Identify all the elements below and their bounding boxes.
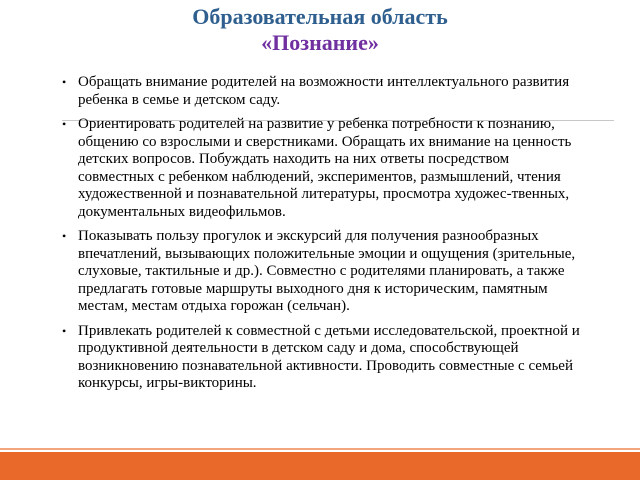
bullet-icon: • [62, 323, 67, 338]
slide-title [0, 4, 640, 56]
bullet-icon: • [62, 229, 67, 243]
list-item-text: Показывать пользу прогулок и экскурсий для получения разнообразных впечатлений, вызывающих положительные эмоции и ощущения (зрительные, слуховые, тактильные и др.). Совместно с родителями планировать, а также предлагать готовые маршруты выходного дня к историческим, памятным местам, местам отдыха горожан (сельчан). [78, 228, 576, 314]
footer-accent-line [0, 448, 640, 450]
title-line-2: «Познание» [261, 30, 379, 55]
list-item [62, 116, 582, 221]
list-item [62, 228, 582, 316]
list-item [62, 323, 582, 393]
bullet-list [62, 74, 582, 400]
list-item [62, 74, 582, 109]
footer-bar [0, 452, 640, 480]
list-item-text: Обращать внимание родителей на возможности интеллектуального развития ребенка в семье и детском саду. [78, 74, 570, 108]
bullet-icon: • [62, 75, 67, 89]
bullet-icon: • [62, 117, 67, 131]
title-line-1: Образовательная область [192, 4, 448, 29]
list-item-text: Ориентировать родителей на развитие у ребенка потребности к познанию, общению со взрослыми и сверстниками. Обращать их внимание на ценность детских вопросов. Побуждать находить на них ответы посредством совместных с ребенком наблюдений, экспериментов, размышлений, чтения художественной и познавательной литературы, просмотра художес-твенных, документальных видеофильмов. [78, 116, 572, 220]
list-item-text: Привлекать родителей к совместной с детьми исследовательской, проектной и продуктивной деятельности в детском саду и дома, способствующей возникновению познавательной активности. Проводить совместные с семьей конкурсы, игры-викторины. [78, 322, 580, 391]
